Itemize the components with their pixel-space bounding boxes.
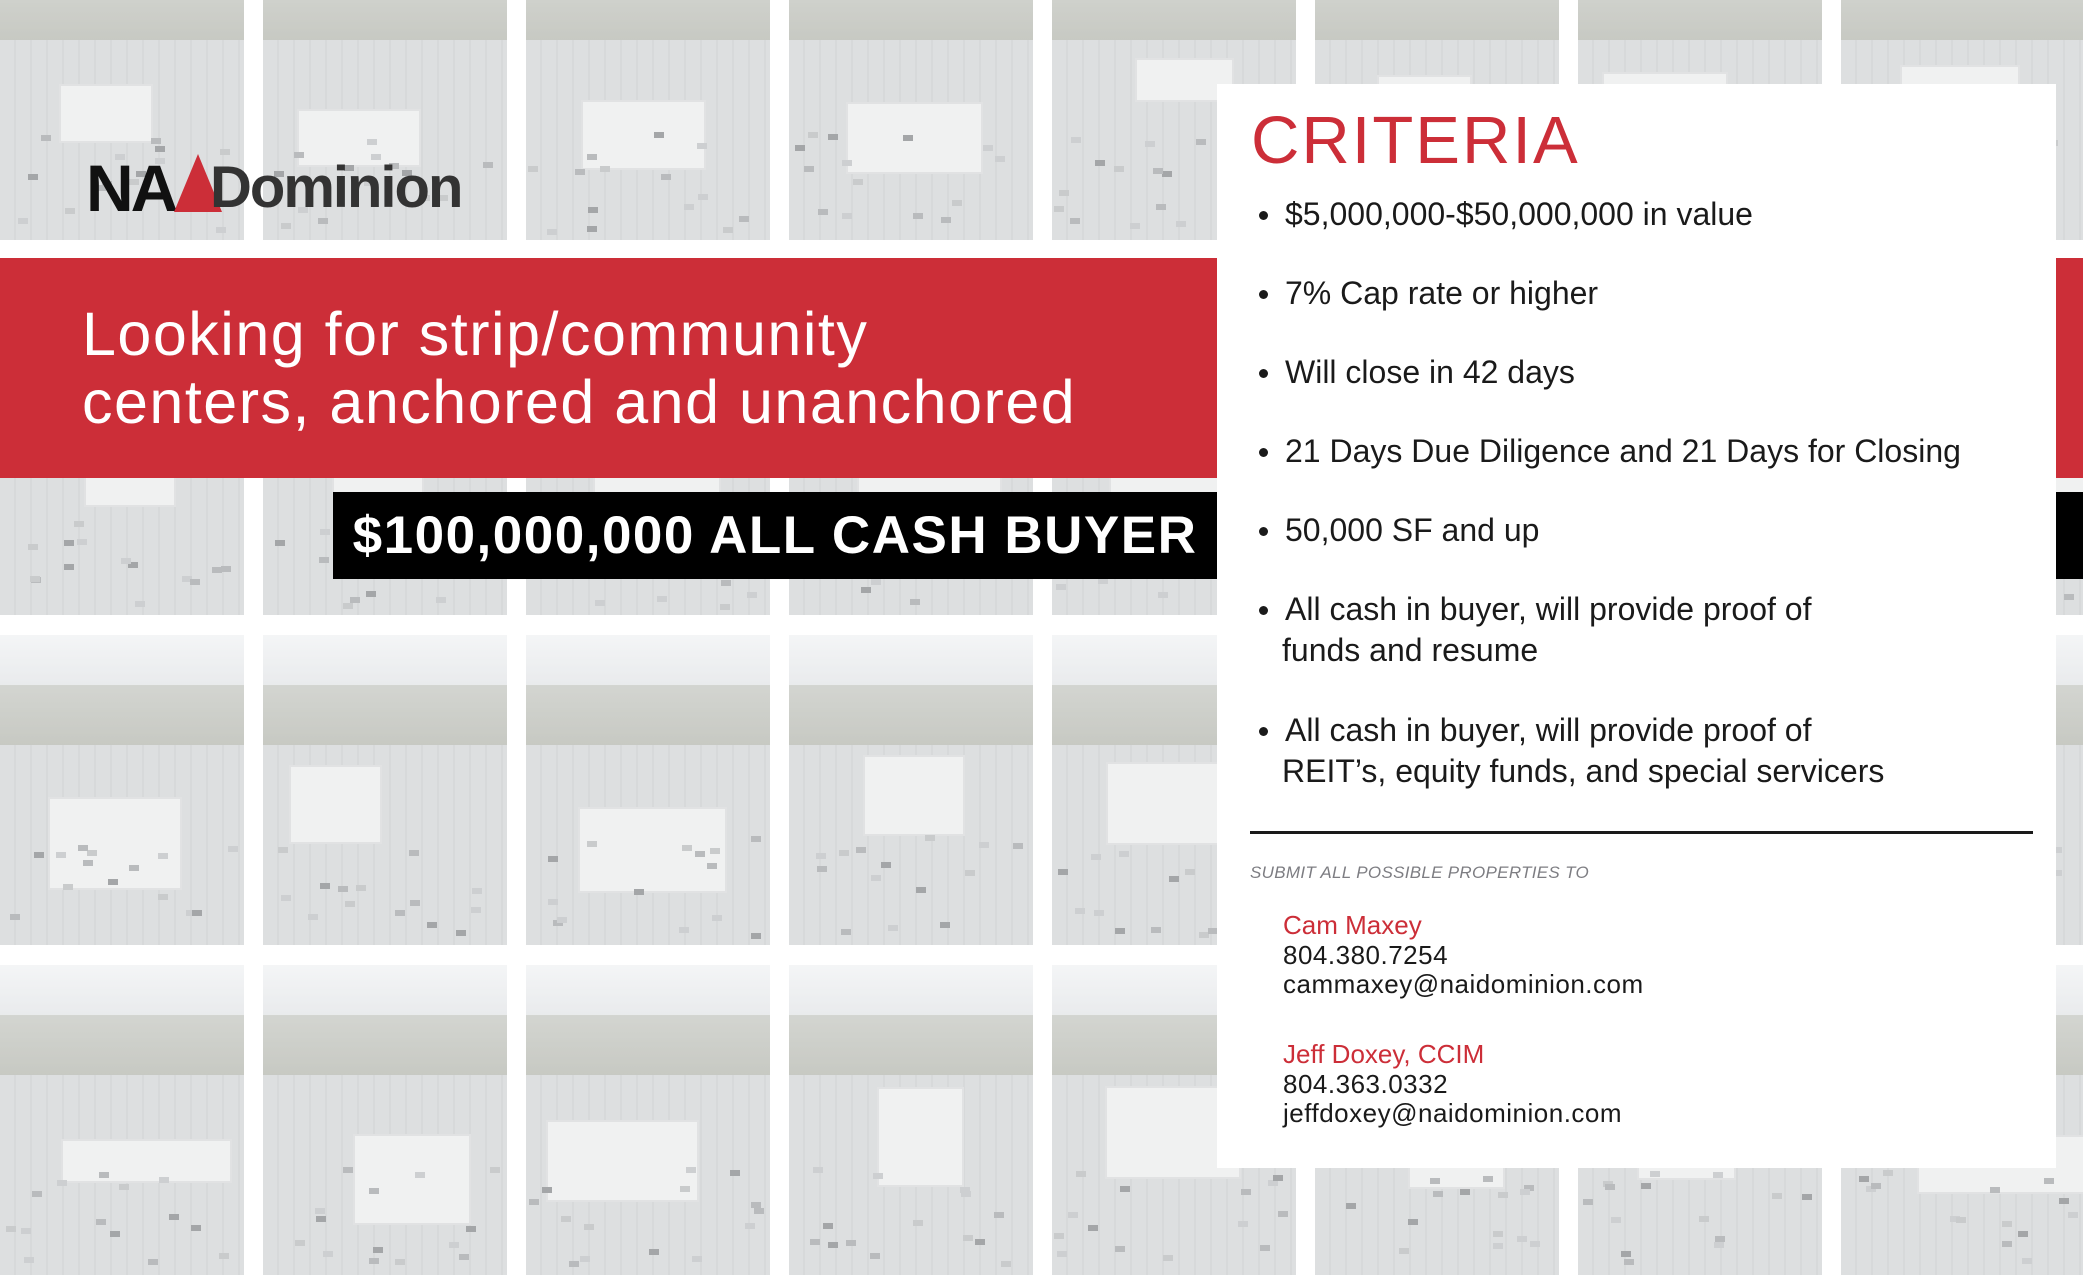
criteria-title: CRITERIA (1251, 103, 1580, 178)
criteria-item: 7% Cap rate or higher (1285, 273, 1598, 314)
criteria-item: 50,000 SF and up (1285, 510, 1539, 551)
criteria-item: 21 Days Due Diligence and 21 Days for Closing (1285, 431, 1961, 472)
criteria-item: $5,000,000-$50,000,000 in value (1285, 194, 1753, 235)
submit-label: SUBMIT ALL POSSIBLE PROPERTIES TO (1250, 863, 1589, 882)
aerial-photo-tile (263, 635, 507, 945)
contact-email[interactable]: jeffdoxey@naidominion.com (1283, 1098, 1623, 1128)
cash-bar-edge (2056, 492, 2083, 579)
headline-line-2: centers, anchored and unanchored (82, 368, 1077, 436)
criteria-item: All cash in buyer, will provide proof of REIT’s, equity funds, and special servicers (1285, 710, 1884, 792)
criteria-item: Will close in 42 days (1285, 352, 1575, 393)
headline (82, 300, 1202, 436)
aerial-photo-tile (789, 635, 1033, 945)
criteria-item: All cash in buyer, will provide proof of funds and resume (1285, 589, 1811, 671)
cash-buyer-label: $100,000,000 ALL CASH BUYER (333, 492, 1217, 579)
aerial-photo-tile (263, 965, 507, 1275)
divider (1250, 831, 2033, 834)
aerial-photo-tile (526, 635, 770, 945)
aerial-photo-tile (789, 0, 1033, 240)
banner-edge (2056, 258, 2083, 478)
aerial-photo-tile (0, 965, 244, 1275)
bullet-icon (1259, 369, 1268, 378)
aerial-photo-tile (0, 635, 244, 945)
bullet-icon (1259, 606, 1268, 615)
aerial-photo-tile (526, 965, 770, 1275)
contact-name: Cam Maxey (1283, 910, 1422, 940)
criteria-panel (1217, 84, 2056, 1168)
headline-line-1: Looking for strip/community (82, 300, 869, 368)
aerial-photo-tile (789, 965, 1033, 1275)
bullet-icon (1259, 290, 1268, 299)
bullet-icon (1259, 527, 1268, 536)
aerial-photo-tile (526, 0, 770, 240)
bullet-icon (1259, 448, 1268, 457)
contact-phone[interactable]: 804.380.7254 (1283, 940, 1449, 970)
bullet-icon (1259, 727, 1268, 736)
contact-phone[interactable]: 804.363.0332 (1283, 1069, 1449, 1099)
bullet-icon (1259, 211, 1268, 220)
contact-name: Jeff Doxey, CCIM (1283, 1039, 1485, 1069)
contact-email[interactable]: cammaxey@naidominion.com (1283, 969, 1644, 999)
